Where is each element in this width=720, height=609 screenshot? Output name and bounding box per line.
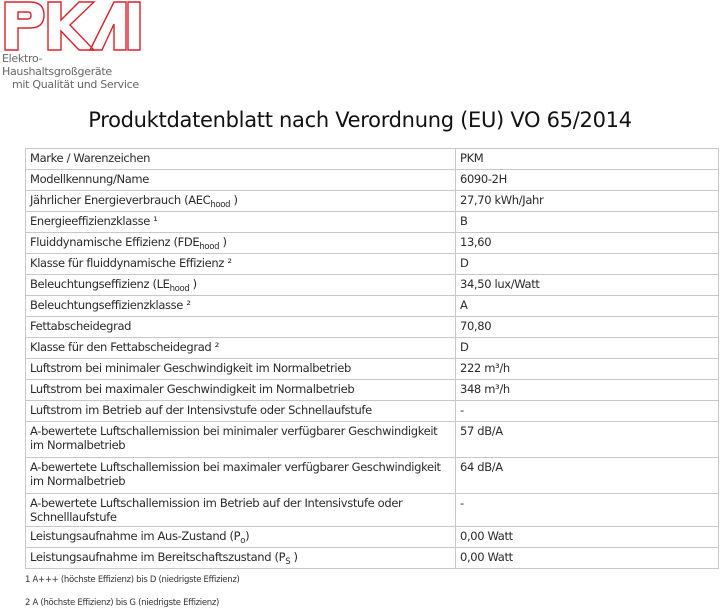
row-label-text: Luftstrom bei maximaler Geschwindigkeit im Normalbetrieb bbox=[30, 382, 355, 396]
row-label bbox=[26, 401, 456, 422]
row-label bbox=[26, 149, 456, 170]
row-label-text: Fettabscheidegrad bbox=[30, 319, 132, 333]
row-label bbox=[26, 254, 456, 275]
row-value: A bbox=[456, 296, 719, 317]
row-label-suffix: ) bbox=[189, 277, 197, 291]
row-value: 6090-2H bbox=[456, 170, 719, 191]
row-label-subscript: o bbox=[240, 536, 246, 546]
row-label-text: Marke / Warenzeichen bbox=[30, 151, 151, 165]
row-label-text: Klasse für fluiddynamische Effizienz ² bbox=[30, 256, 232, 270]
row-label-line2: im Normalbetrieb bbox=[30, 438, 126, 452]
row-label bbox=[26, 275, 456, 296]
row-label bbox=[26, 422, 456, 458]
row-value: 27,70 kWh/Jahr bbox=[456, 191, 719, 212]
row-label bbox=[26, 458, 456, 494]
row-label bbox=[26, 548, 456, 569]
row-label-suffix: ) bbox=[290, 550, 298, 564]
row-label bbox=[26, 212, 456, 233]
row-label-subscript: hood bbox=[199, 242, 220, 252]
row-label-suffix: ) bbox=[230, 193, 238, 207]
table-row bbox=[26, 254, 719, 275]
row-label-text: Beleuchtungseffizienz (LE bbox=[30, 277, 170, 291]
row-label-text: Leistungsaufnahme im Aus-Zustand (P bbox=[30, 529, 241, 543]
table-row bbox=[26, 338, 719, 359]
row-value: 57 dB/A bbox=[456, 422, 719, 458]
row-label bbox=[26, 380, 456, 401]
row-label-text: Fluiddynamische Effizienz (FDE bbox=[30, 235, 200, 249]
row-label-suffix: ) bbox=[219, 235, 227, 249]
row-value: 70,80 bbox=[456, 317, 719, 338]
table-row bbox=[26, 548, 719, 569]
page-title: Produktdatenblatt nach Verordnung (EU) VO 65/2014 bbox=[88, 108, 632, 132]
row-label bbox=[26, 233, 456, 254]
table-row bbox=[26, 380, 719, 401]
row-label-suffix: ) bbox=[245, 529, 250, 543]
row-label-text: Luftstrom im Betrieb auf der Intensivstufe oder Schnellaufstufe bbox=[30, 403, 372, 417]
row-label-text: Beleuchtungseffizienzklasse ² bbox=[30, 298, 191, 312]
footnote-1: 1 A+++ (höchste Effizienz) bis D (niedrigste Effizienz) bbox=[25, 575, 240, 585]
row-value: D bbox=[456, 254, 719, 275]
row-value: 348 m³/h bbox=[456, 380, 719, 401]
table-row bbox=[26, 422, 719, 458]
row-label-text: Modellkennung/Name bbox=[30, 172, 150, 186]
table-row bbox=[26, 494, 719, 527]
row-value: - bbox=[456, 494, 719, 527]
table-row bbox=[26, 275, 719, 296]
row-value: 13,60 bbox=[456, 233, 719, 254]
row-label-subscript: S bbox=[285, 557, 291, 567]
row-label-text: Energieeffizienzklasse ¹ bbox=[30, 214, 158, 228]
row-label-text: A-bewertete Luftschallemission bei minimaler verfügbarer Geschwindigkeit bbox=[30, 424, 438, 438]
table-row bbox=[26, 149, 719, 170]
row-label bbox=[26, 527, 456, 548]
table-row bbox=[26, 233, 719, 254]
product-data-table bbox=[25, 148, 719, 569]
row-label-text: Klasse für den Fettabscheidegrad ² bbox=[30, 340, 219, 354]
row-value: B bbox=[456, 212, 719, 233]
table-row bbox=[26, 191, 719, 212]
table-row bbox=[26, 296, 719, 317]
table-row bbox=[26, 458, 719, 494]
table-row bbox=[26, 212, 719, 233]
logo-tagline-1: Elektro-Haushaltsgroßgeräte bbox=[2, 52, 112, 78]
row-label-text: A-bewertete Luftschallemission im Betrieb auf der Intensivstufe oder Schnelllaufstufe bbox=[30, 496, 403, 524]
row-value: 0,00 Watt bbox=[456, 548, 719, 569]
row-label-text: Jährlicher Energieverbrauch (AEC bbox=[30, 193, 211, 207]
row-label bbox=[26, 191, 456, 212]
row-label-text: Leistungsaufnahme im Bereitschaftszustand (P bbox=[30, 550, 286, 564]
row-label bbox=[26, 317, 456, 338]
footnote-2: 2 A (höchste Effizienz) bis G (niedrigste Effizienz) bbox=[25, 598, 220, 608]
pkm-logo-mark bbox=[2, 0, 142, 52]
row-value: 64 dB/A bbox=[456, 458, 719, 494]
table-row bbox=[26, 170, 719, 191]
company-logo bbox=[0, 0, 150, 91]
table-row bbox=[26, 527, 719, 548]
row-value: D bbox=[456, 338, 719, 359]
row-label bbox=[26, 494, 456, 527]
logo-tagline-2: mit Qualität und Service bbox=[12, 78, 139, 91]
row-label bbox=[26, 170, 456, 191]
row-value: PKM bbox=[456, 149, 719, 170]
row-label-subscript: hood bbox=[210, 200, 231, 210]
row-label bbox=[26, 338, 456, 359]
row-label bbox=[26, 296, 456, 317]
row-label-line2: im Normalbetrieb bbox=[30, 474, 126, 488]
row-value: 34,50 lux/Watt bbox=[456, 275, 719, 296]
table-row bbox=[26, 401, 719, 422]
row-value: - bbox=[456, 401, 719, 422]
row-label bbox=[26, 359, 456, 380]
table-row bbox=[26, 317, 719, 338]
row-label-text: A-bewertete Luftschallemission bei maximaler verfügbarer Geschwindigkeit bbox=[30, 460, 441, 474]
table-row bbox=[26, 359, 719, 380]
row-value: 0,00 Watt bbox=[456, 527, 719, 548]
row-value: 222 m³/h bbox=[456, 359, 719, 380]
row-label-subscript: hood bbox=[169, 284, 190, 294]
row-label-text: Luftstrom bei minimaler Geschwindigkeit im Normalbetrieb bbox=[30, 361, 351, 375]
